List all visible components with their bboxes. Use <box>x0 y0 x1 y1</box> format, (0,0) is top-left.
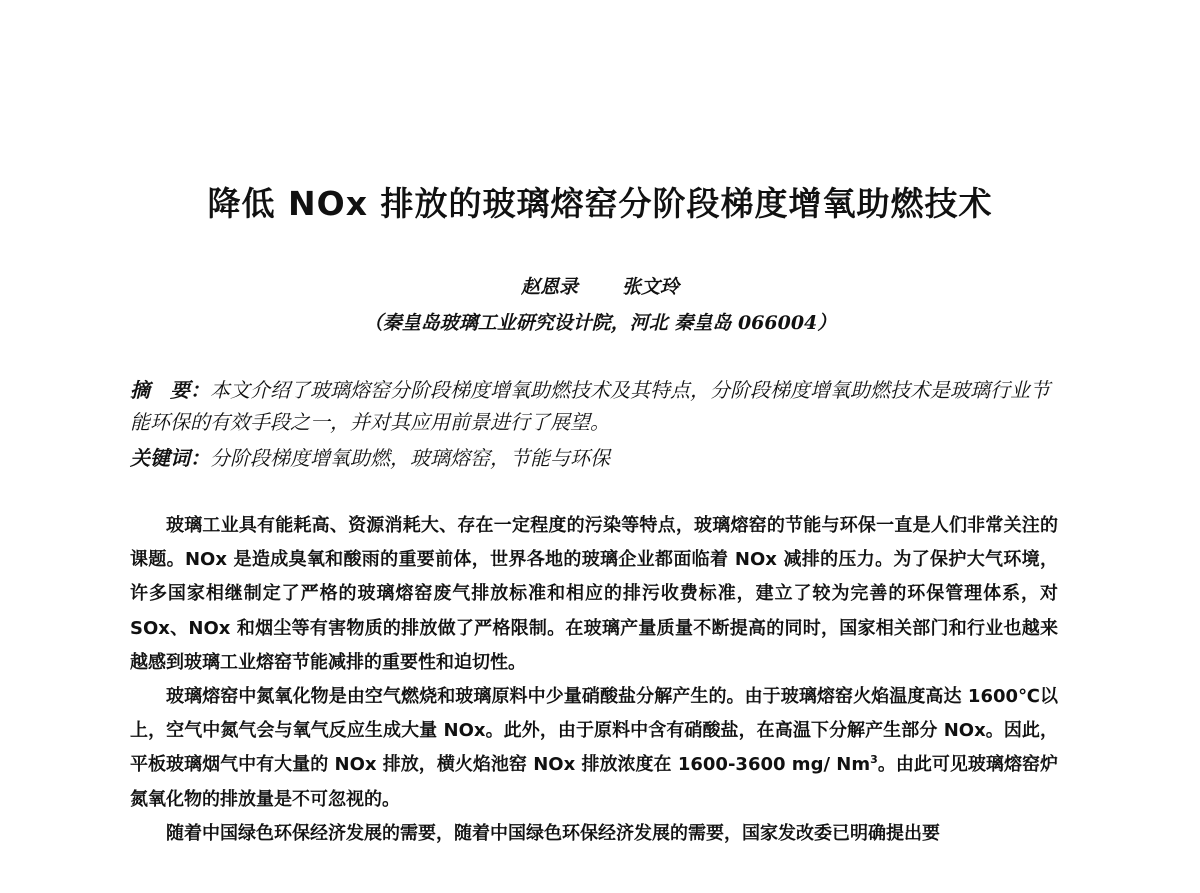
body-paragraph <box>130 680 1058 817</box>
authors-line <box>0 272 1200 299</box>
author-name: 赵恩录 <box>520 276 578 298</box>
keywords-text: 分阶段梯度增氧助燃，玻璃熔窑，节能与环保 <box>210 446 610 470</box>
keywords-label: 关键词： <box>130 446 210 470</box>
affiliation: （秦皇岛玻璃工业研究设计院，河北 秦皇岛 066004） <box>363 312 837 334</box>
body-text <box>130 509 1058 851</box>
superscript: 3 <box>870 753 878 767</box>
paper-title: 降低 NOx 排放的玻璃熔窑分阶段梯度增氧助燃技术 <box>207 184 993 223</box>
body-paragraph: 玻璃工业具有能耗高、资源消耗大、存在一定程度的污染等特点，玻璃熔窑的节能与环保一直是人们非常关注的课题。NOx 是造成臭氧和酸雨的重要前体，世界各地的玻璃企业都面临着 NOx 减排的压力。为了保护大气环境，许多国家相继制定了严格的玻璃熔窑废气排放标准和相应的排污收费标准，建立了较为完善的环保管理体系，对 SOx、NOx 和烟尘等有害物质的排放做了严格限制。在玻璃产量质量不断提高的同时，国家相关部门和行业也越来越感到玻璃工业熔窑节能减排的重要性和迫切性。 <box>130 515 1058 673</box>
keywords <box>130 442 1058 474</box>
abstract-text: 本文介绍了玻璃熔窑分阶段梯度增氧助燃技术及其特点，分阶段梯度增氧助燃技术是玻璃行业节能环保的有效手段之一，并对其应用前景进行了展望。 <box>130 378 1050 434</box>
body-paragraph: 随着中国绿色环保经济发展的需要，随着中国绿色环保经济发展的需要，国家发改委已明确提出要 <box>166 822 940 844</box>
author-name: 张文玲 <box>622 276 680 298</box>
paragraph-text: 。由此可见玻璃熔窑炉氮氧化物的排放量是不可忽视的。 <box>130 754 1058 810</box>
abstract <box>130 374 1058 438</box>
paragraph-text: 玻璃熔窑中氮氧化物是由空气燃烧和玻璃原料中少量硝酸盐分解产生的。由于玻璃熔窑火焰温度高达 1600℃以上，空气中氮气会与氧气反应生成大量 NOx。此外，由于原料中含有硝酸盐，在高温下分解产生部分 NOx。因此，平板玻璃烟气中有大量的 NOx 排放，横火焰池窑 NOx 排放浓度在 1600-3600 mg/ Nm <box>130 686 1058 776</box>
abstract-label: 摘 要： <box>130 378 210 402</box>
